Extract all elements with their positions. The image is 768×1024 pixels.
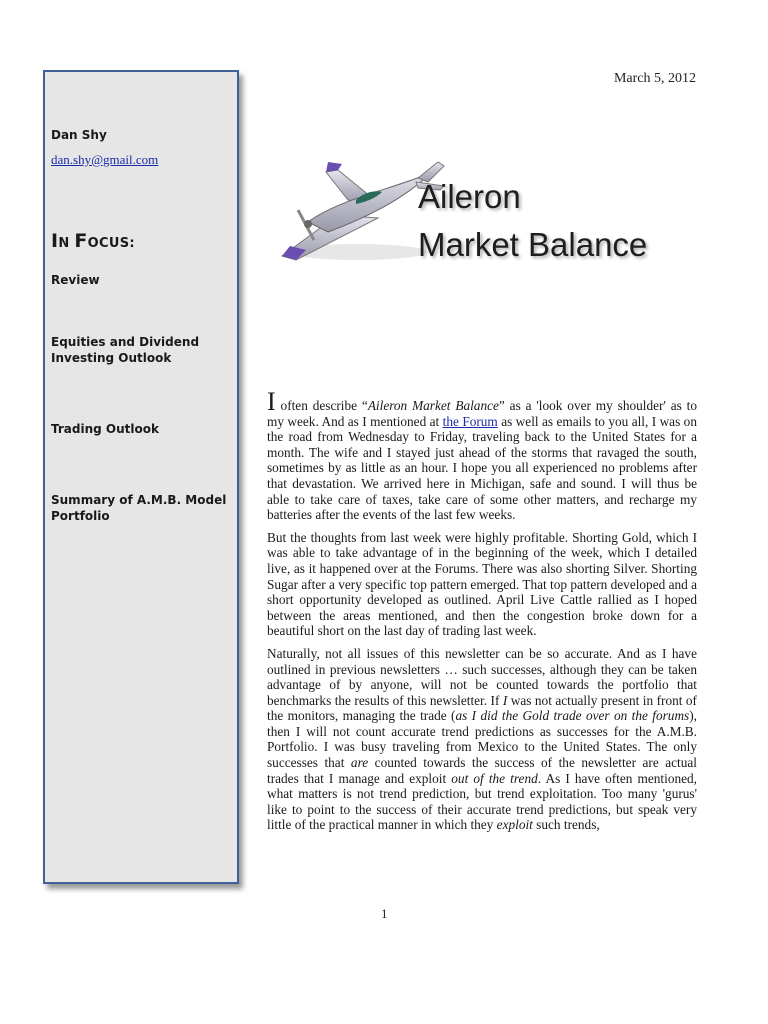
article-body [267,387,698,840]
focus-item-trading: Trading Outlook [51,422,159,436]
focus-item-equities: Equities and Dividend Investing Outlook [51,335,200,365]
focus-item-review: Review [51,273,100,287]
author-email-link[interactable]: dan.shy@gmail.com [51,152,159,167]
issue-date: March 5, 2012 [613,71,696,86]
drop-cap: I [267,387,276,416]
logo-title-line2: Market Balance [418,226,648,263]
article-paragraph-3: Naturally, not all issues of this newsletter can be so accurate. And as I have outlined in previous newsletters … such successes, although they can be taken advantage of by anyone, will not be counted towards the portfolio that benchmarks the results of this newsletter. If I was not actually present in front of the monitors, managing the trade (as I did the Gold trade over on the forums), then I will not count accurate trend predictions as successes for the A.M.B. Portfolio. I was busy traveling from Mexico to the United States. The only successes that are counted towards the success of the newsletter are actual trades that I manage and exploit out of the trend. As I have often mentioned, what matters is not trend prediction, but trend exploitation. Too many 'gurus' like to point to the success of their accurate trend predictions, but speak very little of the practical manner in which they exploit such trends, [267,645,697,833]
logo-title-line1: Aileron [418,178,521,215]
article-paragraph-2: But the thoughts from last week were highly profitable. Shorting Gold, which I was able to take advantage of in the beginning of the week, which I detailed live, as it happened over at the Forums. There was also shorting Silver. Shorting Sugar after a very specific top pattern emerged. That top pattern developed and a short opportunity developed as outlined. April Live Cattle rallied as I hoped between the areas mentioned, and then the congestion broke down for a beautiful short on the last day of trading last week. [267,529,698,639]
forum-link[interactable]: the Forum [442,413,498,429]
article-paragraph-1: I often describe “Aileron Market Balance” as a 'look over my shoulder' as to my week. And as I mentioned at the Forum as well as emails to you all, I was on the road from Wednesday to Friday, traveling back to the United States for a month. The wife and I stayed just ahead of the storms that ravaged the south, sometimes by as little as an hour. I hope you all experienced no problems after that devastation. We arrived here in Michigan, safe and sound. I will thus be able to take care of taxes, take care of some other matters, and recharge my batteries after the events of the last few weeks. [267,387,697,523]
focus-item-summary: Summary of A.M.B. Model Portfolio [51,493,227,523]
author-name: Dan Shy [51,128,107,142]
sidebar-panel [43,70,239,884]
page-number: 1 [381,906,388,921]
in-focus-heading: IN FOCUS: [51,230,135,252]
